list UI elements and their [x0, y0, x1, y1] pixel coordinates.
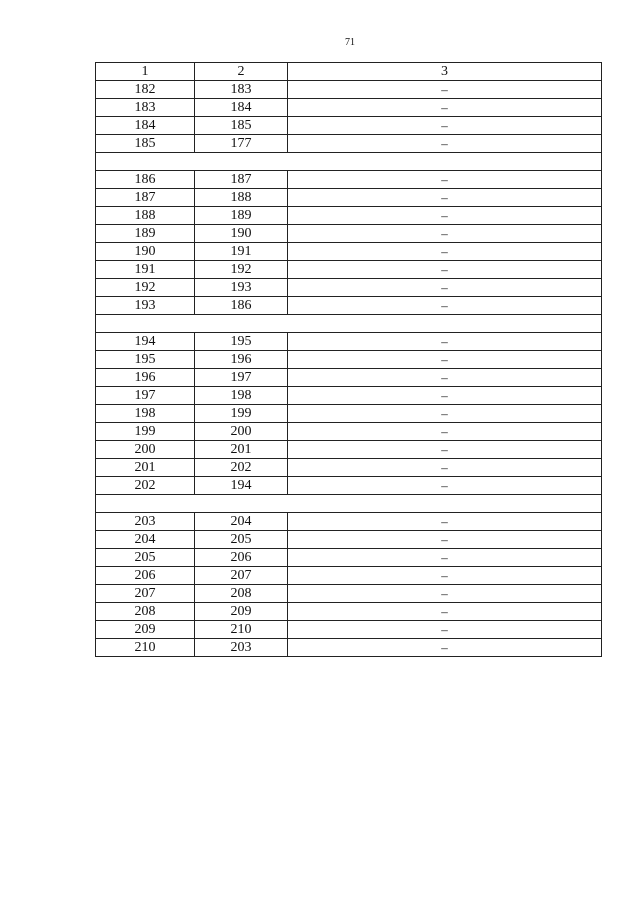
table-cell-col-1: 186	[96, 171, 195, 189]
table-cell-col-2: 191	[195, 243, 288, 261]
table-cell-col-2: 201	[195, 441, 288, 459]
table-cell-col-1: 210	[96, 639, 195, 657]
table-cell-col-1: 183	[96, 99, 195, 117]
header-cell-3: 3	[288, 63, 602, 81]
table-cell-col-2: 199	[195, 405, 288, 423]
table-cell-col-2: 190	[195, 225, 288, 243]
table-cell-col-3: –	[288, 387, 602, 405]
table-cell-col-3: –	[288, 297, 602, 315]
table-cell-col-3: –	[288, 585, 602, 603]
table-row	[96, 567, 602, 585]
table-cell-col-3: –	[288, 81, 602, 99]
table-cell-col-1: 182	[96, 81, 195, 99]
table-cell-col-3: –	[288, 225, 602, 243]
table-cell-col-3: –	[288, 369, 602, 387]
table-row	[96, 369, 602, 387]
table-cell-col-1: 198	[96, 405, 195, 423]
table-row	[96, 549, 602, 567]
table-cell-col-2: 184	[195, 99, 288, 117]
page-number: 71	[345, 37, 355, 48]
table-cell-col-2: 210	[195, 621, 288, 639]
table-cell-col-1: 207	[96, 585, 195, 603]
table-cell-col-2: 198	[195, 387, 288, 405]
table-cell-col-1: 188	[96, 207, 195, 225]
table-cell-col-3: –	[288, 261, 602, 279]
table-cell-col-2: 177	[195, 135, 288, 153]
table-cell-col-3: –	[288, 135, 602, 153]
table-row	[96, 99, 602, 117]
table-row	[96, 297, 602, 315]
table-cell-col-1: 201	[96, 459, 195, 477]
table-cell-col-3: –	[288, 207, 602, 225]
data-table	[95, 62, 602, 657]
table-cell-col-1: 205	[96, 549, 195, 567]
table-cell-col-2: 203	[195, 639, 288, 657]
table-row	[96, 459, 602, 477]
table-cell-col-1: 190	[96, 243, 195, 261]
table-cell-col-3: –	[288, 513, 602, 531]
table-body	[96, 63, 602, 657]
table-cell-col-3: –	[288, 405, 602, 423]
table-cell-col-2: 189	[195, 207, 288, 225]
table-row	[96, 405, 602, 423]
table-row	[96, 207, 602, 225]
table-cell-col-1: 189	[96, 225, 195, 243]
table-row	[96, 189, 602, 207]
table-row	[96, 135, 602, 153]
table-cell-col-2: 202	[195, 459, 288, 477]
table-cell-col-2: 194	[195, 477, 288, 495]
table-cell-col-1: 187	[96, 189, 195, 207]
table-row	[96, 513, 602, 531]
table-cell-col-1: 202	[96, 477, 195, 495]
table-cell-col-2: 200	[195, 423, 288, 441]
table-cell-col-1: 204	[96, 531, 195, 549]
table-cell-col-1: 195	[96, 351, 195, 369]
table-cell-col-3: –	[288, 243, 602, 261]
table-cell-col-3: –	[288, 189, 602, 207]
table-cell-col-2: 204	[195, 513, 288, 531]
table-cell-col-1: 197	[96, 387, 195, 405]
header-row	[96, 63, 602, 81]
table-cell-col-1: 193	[96, 297, 195, 315]
table-cell-col-2: 193	[195, 279, 288, 297]
table-cell-col-2: 207	[195, 567, 288, 585]
group-separator-cell	[96, 495, 602, 513]
table-row	[96, 531, 602, 549]
group-separator-row	[96, 153, 602, 171]
table-cell-col-3: –	[288, 279, 602, 297]
table-cell-col-2: 206	[195, 549, 288, 567]
table-cell-col-1: 192	[96, 279, 195, 297]
table-cell-col-3: –	[288, 639, 602, 657]
table-cell-col-1: 208	[96, 603, 195, 621]
table-row	[96, 243, 602, 261]
table-cell-col-1: 206	[96, 567, 195, 585]
table-cell-col-2: 195	[195, 333, 288, 351]
table-cell-col-2: 196	[195, 351, 288, 369]
table-cell-col-3: –	[288, 477, 602, 495]
table-cell-col-3: –	[288, 603, 602, 621]
table-row	[96, 171, 602, 189]
table-cell-col-3: –	[288, 531, 602, 549]
table-row	[96, 261, 602, 279]
table-cell-col-3: –	[288, 171, 602, 189]
table-cell-col-1: 185	[96, 135, 195, 153]
table-row	[96, 81, 602, 99]
table-cell-col-3: –	[288, 351, 602, 369]
table-cell-col-1: 200	[96, 441, 195, 459]
table-cell-col-2: 197	[195, 369, 288, 387]
table-cell-col-2: 188	[195, 189, 288, 207]
group-separator-row	[96, 495, 602, 513]
table-cell-col-3: –	[288, 567, 602, 585]
table-cell-col-1: 184	[96, 117, 195, 135]
table-cell-col-3: –	[288, 423, 602, 441]
table-cell-col-1: 209	[96, 621, 195, 639]
table-cell-col-2: 185	[195, 117, 288, 135]
table-cell-col-3: –	[288, 99, 602, 117]
table-cell-col-1: 196	[96, 369, 195, 387]
table-cell-col-2: 187	[195, 171, 288, 189]
table-cell-col-3: –	[288, 549, 602, 567]
table-row	[96, 117, 602, 135]
table-row	[96, 423, 602, 441]
table-cell-col-2: 209	[195, 603, 288, 621]
table-cell-col-3: –	[288, 441, 602, 459]
table-row	[96, 585, 602, 603]
group-separator-row	[96, 315, 602, 333]
table-row	[96, 639, 602, 657]
table-cell-col-1: 194	[96, 333, 195, 351]
table-cell-col-2: 186	[195, 297, 288, 315]
table-cell-col-1: 199	[96, 423, 195, 441]
table-row	[96, 351, 602, 369]
group-separator-cell	[96, 153, 602, 171]
table-row	[96, 387, 602, 405]
table-cell-col-2: 205	[195, 531, 288, 549]
table-row	[96, 441, 602, 459]
table-cell-col-2: 208	[195, 585, 288, 603]
table-row	[96, 621, 602, 639]
table-row	[96, 225, 602, 243]
table-row	[96, 333, 602, 351]
table-cell-col-2: 192	[195, 261, 288, 279]
table-cell-col-3: –	[288, 459, 602, 477]
table-cell-col-3: –	[288, 621, 602, 639]
table-cell-col-2: 183	[195, 81, 288, 99]
table-row	[96, 279, 602, 297]
table-cell-col-3: –	[288, 333, 602, 351]
table-cell-col-3: –	[288, 117, 602, 135]
table-row	[96, 603, 602, 621]
header-cell-1: 1	[96, 63, 195, 81]
group-separator-cell	[96, 315, 602, 333]
header-cell-2: 2	[195, 63, 288, 81]
table-row	[96, 477, 602, 495]
table-cell-col-1: 191	[96, 261, 195, 279]
table-cell-col-1: 203	[96, 513, 195, 531]
